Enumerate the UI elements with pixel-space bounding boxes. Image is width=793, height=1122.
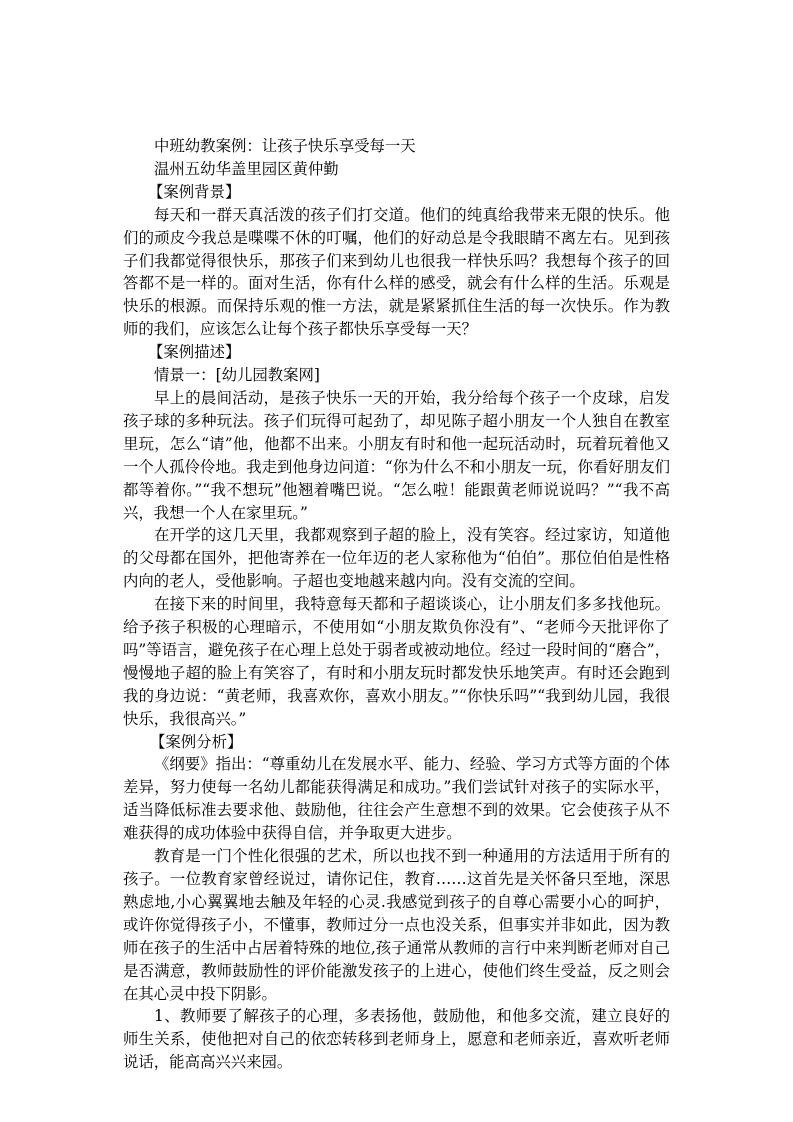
paragraph: 《纲要》指出：“尊重幼儿在发展水平、能力、经验、学习方式等方面的个体差异，努力使每一名幼儿都能获得满足和成功。”我们尝试针对孩子的实际水平，适当降低标准去要求他、鼓励他，往往会产生意想不到的效果。它会使孩子从不难获得的成功体验中获得自信，并争取更大进步。 (123, 755, 670, 843)
section-heading-description: 【案例描述】 (148, 343, 241, 362)
document-body (123, 135, 670, 1074)
section-heading-analysis: 【案例分析】 (150, 732, 243, 751)
scene-label: 情景一：[幼儿园教案网] (154, 366, 320, 385)
paragraph: 1、教师要了解孩子的心理，多表扬他，鼓励他，和他多交流，建立良好的师生关系，使他把对自己的依恋转移到老师身上，愿意和老师亲近，喜欢听老师说话，能高高兴兴来园。 (123, 1007, 670, 1072)
paragraph: 每天和一群天真活泼的孩子们打交道。他们的纯真给我带来无限的快乐。他们的顽皮今我总是喋喋不休的叮嘱，他们的好动总是令我眼睛不离左右。见到孩子们我都觉得很快乐，那孩子们来到幼儿也很我一样快乐吗？我想每个孩子的回答都不是一样的。面对生活，你有什么样的感受，就会有什么样的生活。乐观是快乐的根源。而保持乐观的惟一方法，就是紧紧抓住生活的每一次快乐。作为教师的我们，应该怎么让每个孩子都快乐享受每一天？ (123, 205, 670, 339)
section-heading-background: 【案例背景】 (148, 182, 241, 201)
paragraph: 在接下来的时间里，我特意每天都和子超谈谈心，让小朋友们多多找他玩。给予孩子积极的心理暗示，不使用如“小朋友欺负你没有”、“老师今天批评你了吗”等语言，避免孩子在心理上总处于弱者或被动地位。经过一段时间的“磨合”，慢慢地子超的脸上有笑容了，有时和小朋友玩时都发快乐地笑声。有时还会跑到我的身边说：“黄老师，我喜欢你，喜欢小朋友。”“你快乐吗”“我到幼儿园，我很快乐，我很高兴。” (123, 595, 670, 728)
document-title: 中班幼教案例：让孩子快乐享受每一天 (154, 137, 416, 155)
paragraph: 在开学的这几天里，我都观察到子超的脸上，没有笑容。经过家访，知道他的父母都在国外，把他寄养在一位年迈的老人家称他为“伯伯”。那位伯伯是性格内向的老人，受他影响。子超也变地越来越内向。没有交流的空间。 (123, 526, 670, 591)
document-author: 温州五幼华盖里园区黄仲勤 (154, 159, 339, 178)
paragraph: 早上的晨间活动，是孩子快乐一天的开始，我分给每个孩子一个皮球，启发孩子球的多种玩法。孩子们玩得可起劲了，却见陈子超小朋友一个人独自在教室里玩，怎么“请”他，他都不出来。小朋友有时和他一起玩活动时，玩着玩着他又一个人孤伶伶地。我走到他身边问道：“你为什么不和小朋友一玩，你看好朋友们都等着你。”“我不想玩”他翘着嘴巴说。“怎么啦！能跟黄老师说说吗？”“我不高兴，我想一个人在家里玩。” (123, 388, 670, 522)
paragraph: 教育是一门个性化很强的艺术，所以也找不到一种通用的方法适用于所有的孩子。一位教育家曾经说过，请你记住，教育……这首先是关怀备只至地，深思熟虑地,小心翼翼地去触及年轻的心灵.我感觉到孩子的自尊心需要小心的呵护，或许你觉得孩子小，不懂事，教师过分一点也没关系，但事实并非如此，因为教师在孩子的生活中占居着特殊的地位,孩子通常从教师的言行中来判断老师对自己是否满意，教师鼓励性的评价能激发孩子的上进心，使他们终生受益，反之则会在其心灵中投下阴影。 (123, 847, 670, 1003)
